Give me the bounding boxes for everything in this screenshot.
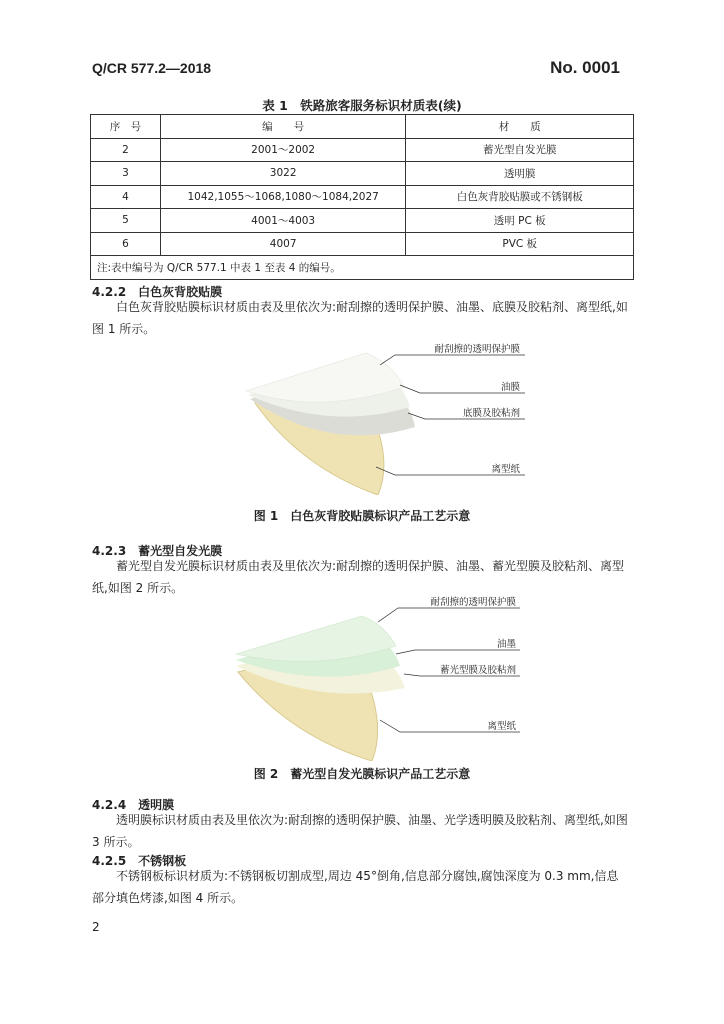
paragraph-line: 透明膜标识材质由表及里依次为:耐刮擦的透明保护膜、油墨、光学透明膜及胶粘剂、离型纸,如图 bbox=[116, 813, 628, 827]
section-heading-4-2-2: 4.2.2 白色灰背胶贴膜 bbox=[92, 285, 223, 299]
section-text-4-2-5 bbox=[92, 865, 664, 909]
col-header-code: 编 号 bbox=[160, 115, 406, 139]
section-text-4-2-3 bbox=[92, 555, 664, 599]
table-row bbox=[91, 185, 634, 209]
label-protect-film: 耐刮擦的透明保护膜 bbox=[434, 344, 520, 355]
label-base-adhesive: 底膜及胶粘剂 bbox=[462, 408, 520, 419]
label-release-paper: 离型纸 bbox=[491, 464, 520, 475]
material-table bbox=[90, 114, 634, 280]
leader-line bbox=[396, 650, 520, 654]
cell-material: 蓄光型自发光膜 bbox=[406, 138, 634, 162]
table-title: 表 1 铁路旅客服务标识材质表(续) bbox=[262, 98, 462, 113]
label-glow-adhesive: 蓄光型膜及胶粘剂 bbox=[439, 665, 516, 676]
cell-code: 4007 bbox=[160, 232, 406, 256]
cell-code: 4001～4003 bbox=[160, 209, 406, 233]
paragraph-line: 3 所示。 bbox=[92, 835, 140, 849]
section-heading-4-2-5: 4.2.5 不锈钢板 bbox=[92, 854, 187, 868]
section-text-4-2-4 bbox=[92, 809, 664, 853]
cell-material: 透明膜 bbox=[406, 162, 634, 186]
table-note-row bbox=[91, 256, 634, 280]
paragraph-line: 蓄光型自发光膜标识材质由表及里依次为:耐刮擦的透明保护膜、油墨、蓄光型膜及胶粘剂、离型 bbox=[116, 559, 625, 573]
section-text-4-2-2 bbox=[92, 296, 664, 340]
paragraph-line: 不锈钢板标识材质为:不锈钢板切割成型,周边 45°倒角,信息部分腐蚀,腐蚀深度为 0.3 mm,信息 bbox=[116, 869, 619, 883]
table-row bbox=[91, 209, 634, 233]
label-ink: 油膜 bbox=[500, 382, 520, 393]
cell-material: 白色灰背胶贴膜或不锈钢板 bbox=[406, 185, 634, 209]
cell-material: 透明 PC 板 bbox=[406, 209, 634, 233]
paragraph-line: 白色灰背胶贴膜标识材质由表及里依次为:耐刮擦的透明保护膜、油墨、底膜及胶粘剂、离型纸,如 bbox=[116, 300, 628, 314]
leader-line bbox=[380, 355, 525, 365]
cell-seq: 6 bbox=[91, 232, 161, 256]
table-row bbox=[91, 138, 634, 162]
col-header-seq: 序 号 bbox=[91, 115, 161, 139]
label-protect-film: 耐刮擦的透明保护膜 bbox=[430, 597, 516, 608]
figure-2-caption: 图 2 蓄光型自发光膜标识产品工艺示意 bbox=[253, 767, 471, 781]
label-ink: 油墨 bbox=[496, 639, 516, 650]
table-header-row bbox=[91, 115, 634, 139]
paragraph-line: 部分填色烤漆,如图 4 所示。 bbox=[92, 891, 244, 905]
col-header-material: 材 质 bbox=[406, 115, 634, 139]
cell-seq: 5 bbox=[91, 209, 161, 233]
leader-line bbox=[378, 608, 520, 622]
cell-material: PVC 板 bbox=[406, 232, 634, 256]
label-release-paper: 离型纸 bbox=[487, 721, 516, 732]
cell-code: 1042,1055～1068,1080～1084,2027 bbox=[160, 185, 406, 209]
table-row bbox=[91, 232, 634, 256]
standard-code: Q/CR 577.2—2018 bbox=[92, 60, 212, 76]
figure-2-diagram bbox=[0, 596, 724, 761]
figure-1-caption: 图 1 白色灰背胶贴膜标识产品工艺示意 bbox=[253, 509, 471, 523]
section-heading-4-2-4: 4.2.4 透明膜 bbox=[92, 798, 175, 812]
document-number: No. 0001 bbox=[550, 58, 620, 77]
table-note: 注:表中编号为 Q/CR 577.1 中表 1 至表 4 的编号。 bbox=[91, 256, 634, 280]
table-row bbox=[91, 162, 634, 186]
paragraph-line: 纸,如图 2 所示。 bbox=[92, 581, 184, 595]
figure-1-diagram bbox=[0, 335, 724, 495]
paragraph-line: 图 1 所示。 bbox=[92, 322, 156, 336]
cell-seq: 2 bbox=[91, 138, 161, 162]
section-heading-4-2-3: 4.2.3 蓄光型自发光膜 bbox=[92, 544, 223, 558]
cell-code: 3022 bbox=[160, 162, 406, 186]
cell-seq: 3 bbox=[91, 162, 161, 186]
cell-code: 2001～2002 bbox=[160, 138, 406, 162]
cell-seq: 4 bbox=[91, 185, 161, 209]
page-number: 2 bbox=[92, 920, 100, 934]
